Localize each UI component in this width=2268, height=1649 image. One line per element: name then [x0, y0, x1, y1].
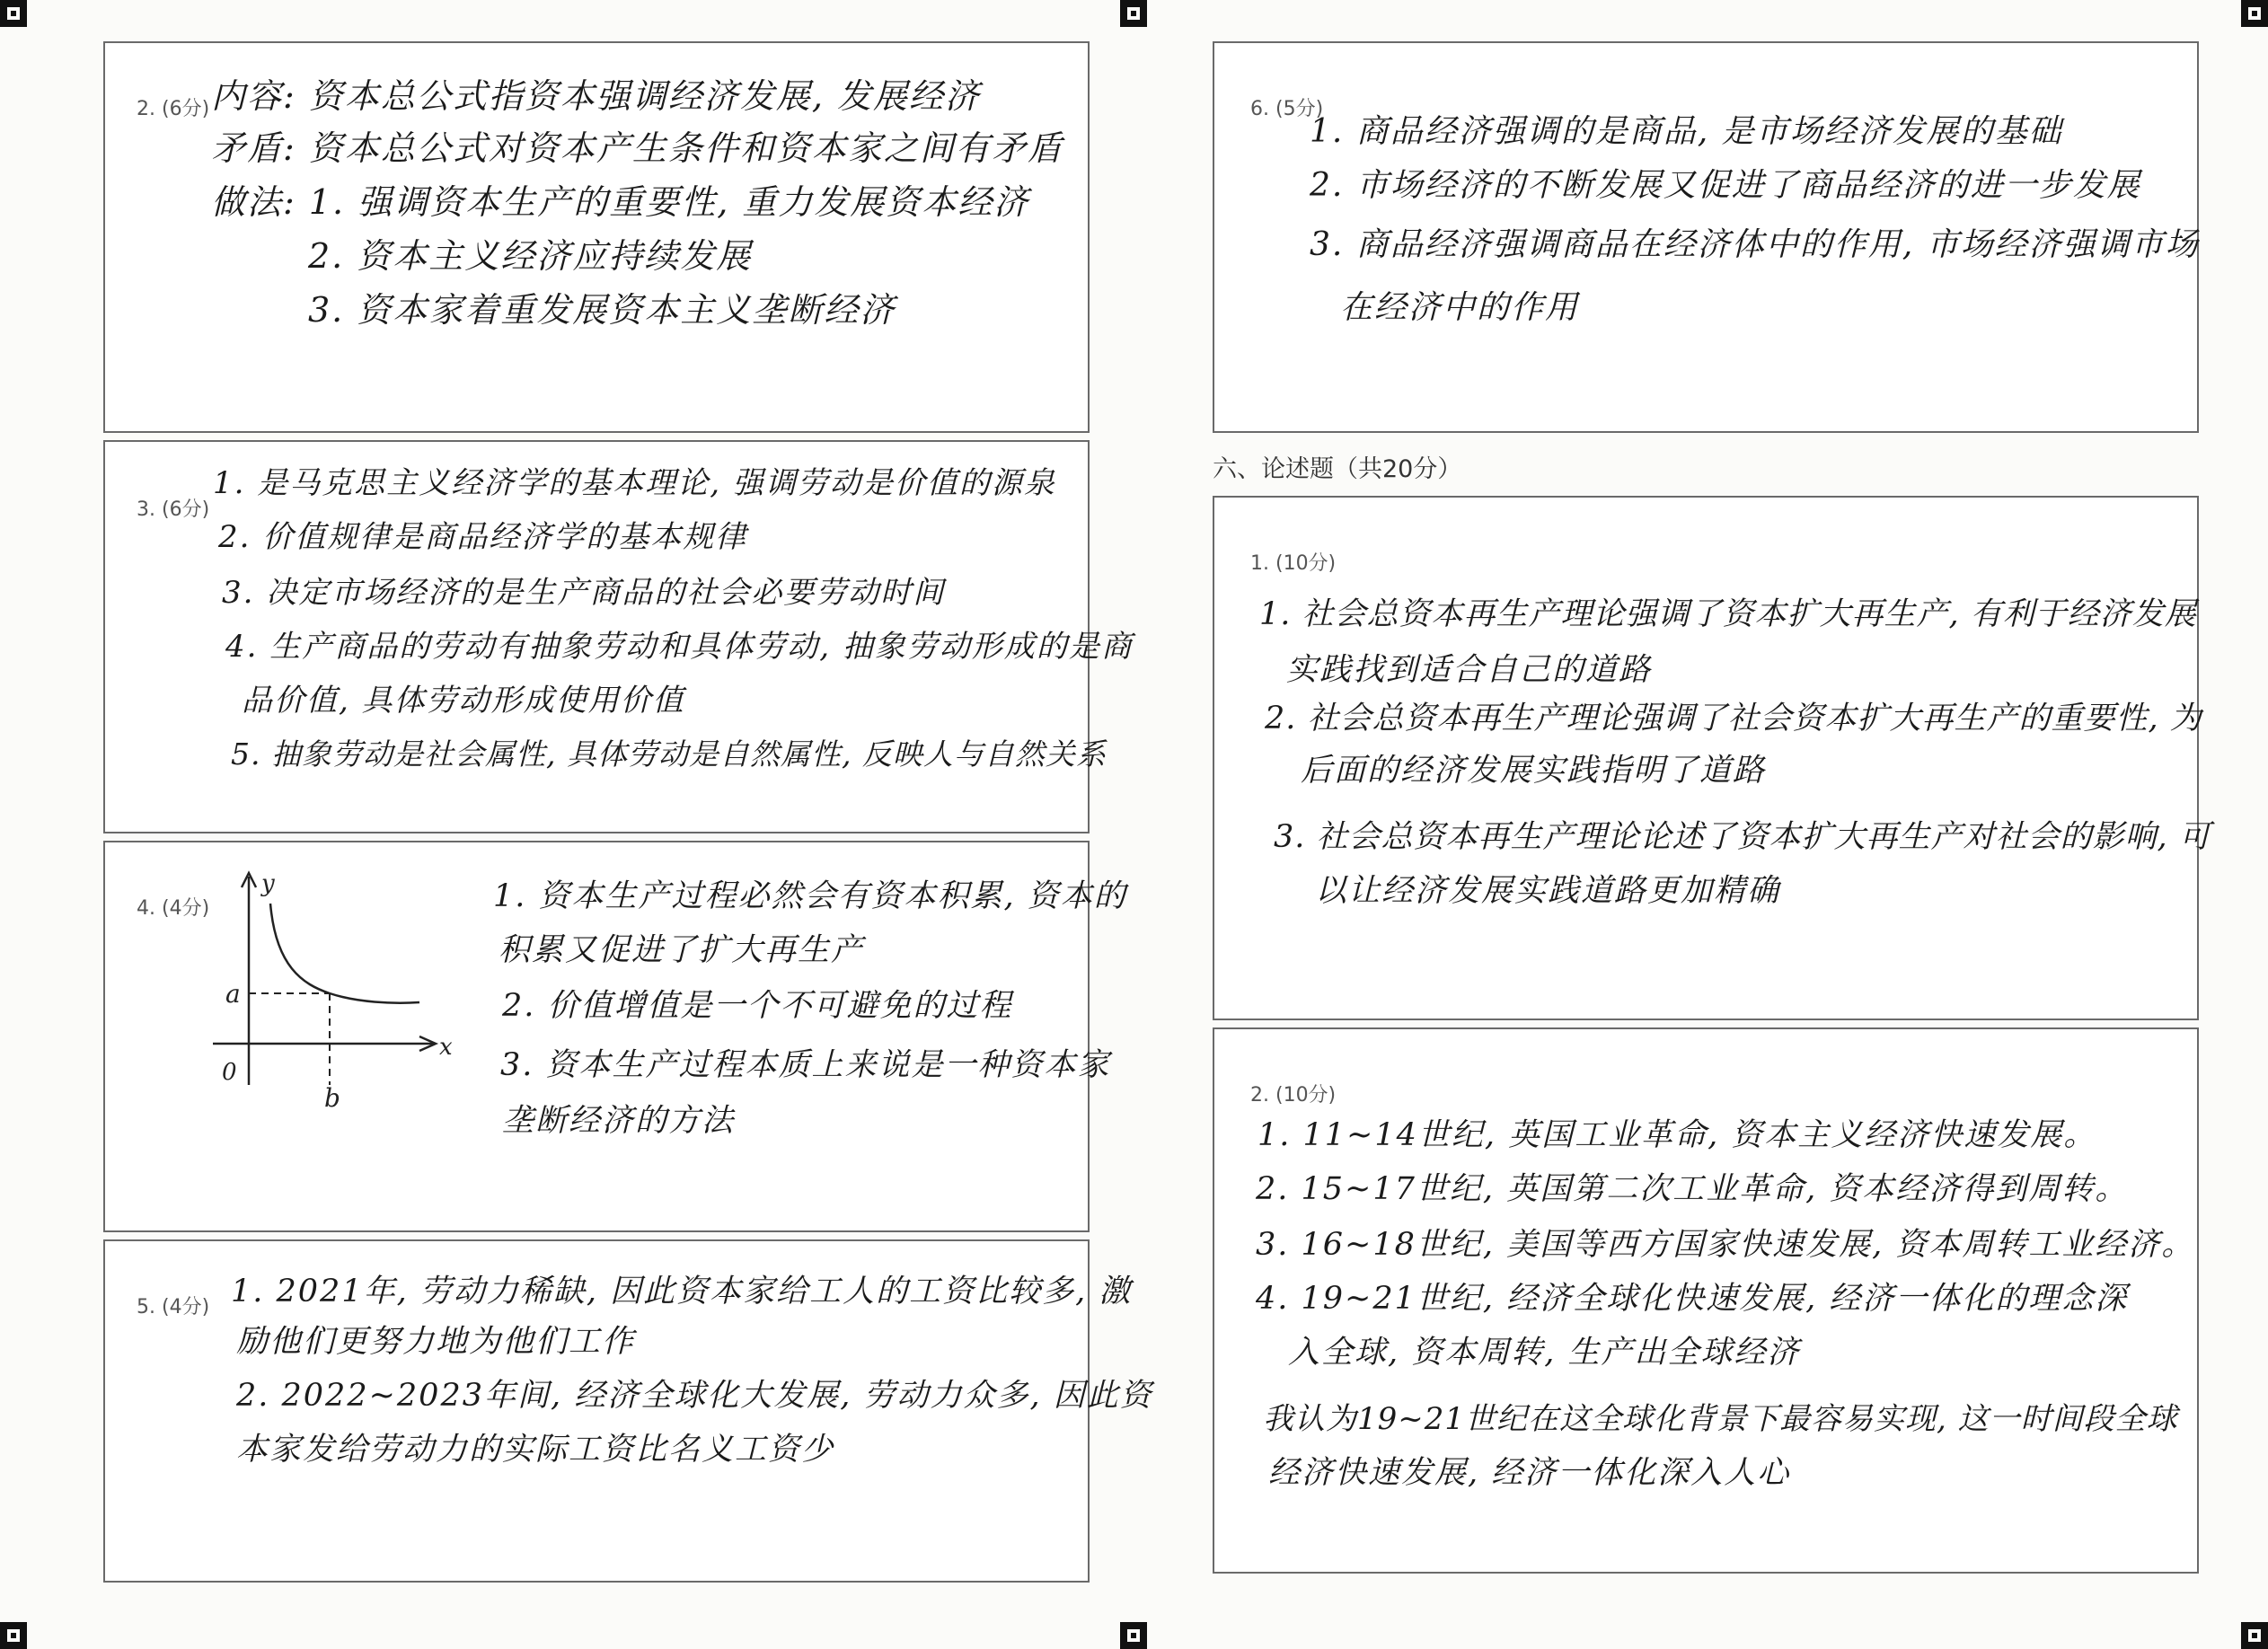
question-label: 2. (10分) — [1250, 1084, 1337, 1107]
registration-mark-top-left — [0, 0, 27, 27]
answer-line: 后面的经济发展实践指明了道路 — [1301, 753, 1767, 789]
registration-mark-bottom-right — [2241, 1622, 2268, 1649]
question-label: 6. (5分) — [1250, 98, 1324, 120]
answer-box-q6 — [1213, 41, 2199, 433]
answer-line: 经济快速发展, 经济一体化深入人心 — [1268, 1455, 1791, 1491]
answer-line: 4. 19~21世纪, 经济全球化快速发展, 经济一体化的理念深 — [1256, 1281, 2129, 1317]
answer-line: 1. 资本生产过程必然会有资本积累, 资本的 — [493, 878, 1127, 914]
answer-line: 垄断经济的方法 — [502, 1103, 736, 1139]
answer-line: 1. 社会总资本再生产理论强调了资本扩大再生产, 有利于经济发展 — [1259, 596, 2197, 632]
answer-box-essay-1 — [1213, 496, 2211, 1020]
answer-box-q3 — [103, 440, 1134, 833]
graph-y-label: y — [261, 870, 275, 897]
answer-box-essay-2 — [1213, 1027, 2199, 1574]
answer-line: 3. 资本生产过程本质上来说是一种资本家 — [500, 1047, 1111, 1083]
answer-line: 内容: 资本总公式指资本强调经济发展, 发展经济 — [211, 76, 982, 116]
answer-line: 2. 社会总资本再生产理论强调了社会资本扩大再生产的重要性, 为 — [1265, 701, 2202, 736]
answer-line: 励他们更努力地为他们工作 — [236, 1324, 636, 1360]
answer-line: 品价值, 具体劳动形成使用价值 — [242, 683, 685, 719]
supply-curve-graph — [195, 859, 482, 1110]
registration-mark-top-right — [2241, 0, 2268, 27]
answer-line: 1. 是马克思主义经济学的基本理论, 强调劳动是价值的源泉 — [213, 465, 1056, 501]
answer-line: 积累又促进了扩大再生产 — [499, 932, 865, 968]
answer-line: 3. 资本家着重发展资本主义垄断经济 — [308, 290, 896, 330]
answer-box-q5 — [103, 1239, 1153, 1583]
answer-line: 3. 商品经济强调商品在经济体中的作用, 市场经济强调市场 — [1310, 226, 2200, 263]
question-label: 4. (4分) — [137, 897, 210, 920]
answer-line: 2. 价值规律是商品经济学的基本规律 — [218, 519, 748, 555]
answer-line: 3. 16~18世纪, 美国等西方国家快速发展, 资本周转工业经济。 — [1256, 1227, 2195, 1263]
answer-line: 做法: 1. 强调资本生产的重要性, 重力发展资本经济 — [211, 182, 1030, 222]
answer-line: 入全球, 资本周转, 生产出全球经济 — [1288, 1335, 1801, 1371]
registration-mark-top-center — [1120, 0, 1147, 27]
question-label: 3. (6分) — [137, 498, 210, 521]
answer-line: 5. 抽象劳动是社会属性, 具体劳动是自然属性, 反映人与自然关系 — [231, 736, 1107, 772]
answer-line: 4. 生产商品的劳动有抽象劳动和具体劳动, 抽象劳动形成的是商 — [225, 629, 1134, 665]
answer-line: 我认为19~21世纪在这全球化背景下最容易实现, 这一时间段全球 — [1263, 1401, 2178, 1437]
answer-line: 2. 价值增值是一个不可避免的过程 — [502, 988, 1013, 1024]
answer-line: 2. 资本主义经济应持续发展 — [308, 236, 753, 276]
graph-a-label: a — [225, 979, 241, 1009]
graph-x-label: x — [439, 1034, 453, 1061]
graph-origin-label: 0 — [222, 1059, 237, 1086]
answer-line: 3. 社会总资本再生产理论论述了资本扩大再生产对社会的影响, 可 — [1274, 819, 2211, 855]
question-label: 1. (10分) — [1250, 552, 1337, 575]
registration-mark-bottom-center — [1120, 1622, 1147, 1649]
answer-box-q2 — [103, 41, 1090, 433]
graph-b-label: b — [324, 1083, 340, 1110]
answer-line: 矛盾: 资本总公式对资本产生条件和资本家之间有矛盾 — [211, 128, 1063, 168]
answer-line: 实践找到适合自己的道路 — [1286, 652, 1653, 688]
question-label: 2. (6分) — [137, 98, 210, 120]
answer-line: 2. 市场经济的不断发展又促进了商品经济的进一步发展 — [1310, 167, 2141, 204]
answer-line: 1. 2021年, 劳动力稀缺, 因此资本家给工人的工资比较多, 激 — [231, 1274, 1133, 1310]
registration-mark-bottom-left — [0, 1622, 27, 1649]
answer-line: 1. 商品经济强调的是商品, 是市场经济发展的基础 — [1310, 113, 2063, 150]
answer-line: 2. 15~17世纪, 英国第二次工业革命, 资本经济得到周转。 — [1256, 1171, 2129, 1207]
answer-box-q4 — [103, 841, 1127, 1232]
answer-line: 以让经济发展实践道路更加精确 — [1315, 873, 1781, 909]
answer-line: 2. 2022~2023年间, 经济全球化大发展, 劳动力众多, 因此资 — [236, 1378, 1153, 1414]
question-label: 5. (4分) — [137, 1296, 210, 1318]
section-title: 六、论述题（共20分） — [1213, 455, 1462, 483]
answer-line: 本家发给劳动力的实际工资比名义工资少 — [236, 1432, 835, 1468]
answer-line: 在经济中的作用 — [1340, 289, 1580, 326]
answer-line: 1. 11~14世纪, 英国工业革命, 资本主义经济快速发展。 — [1258, 1117, 2097, 1153]
answer-line: 3. 决定市场经济的是生产商品的社会必要劳动时间 — [222, 575, 946, 611]
